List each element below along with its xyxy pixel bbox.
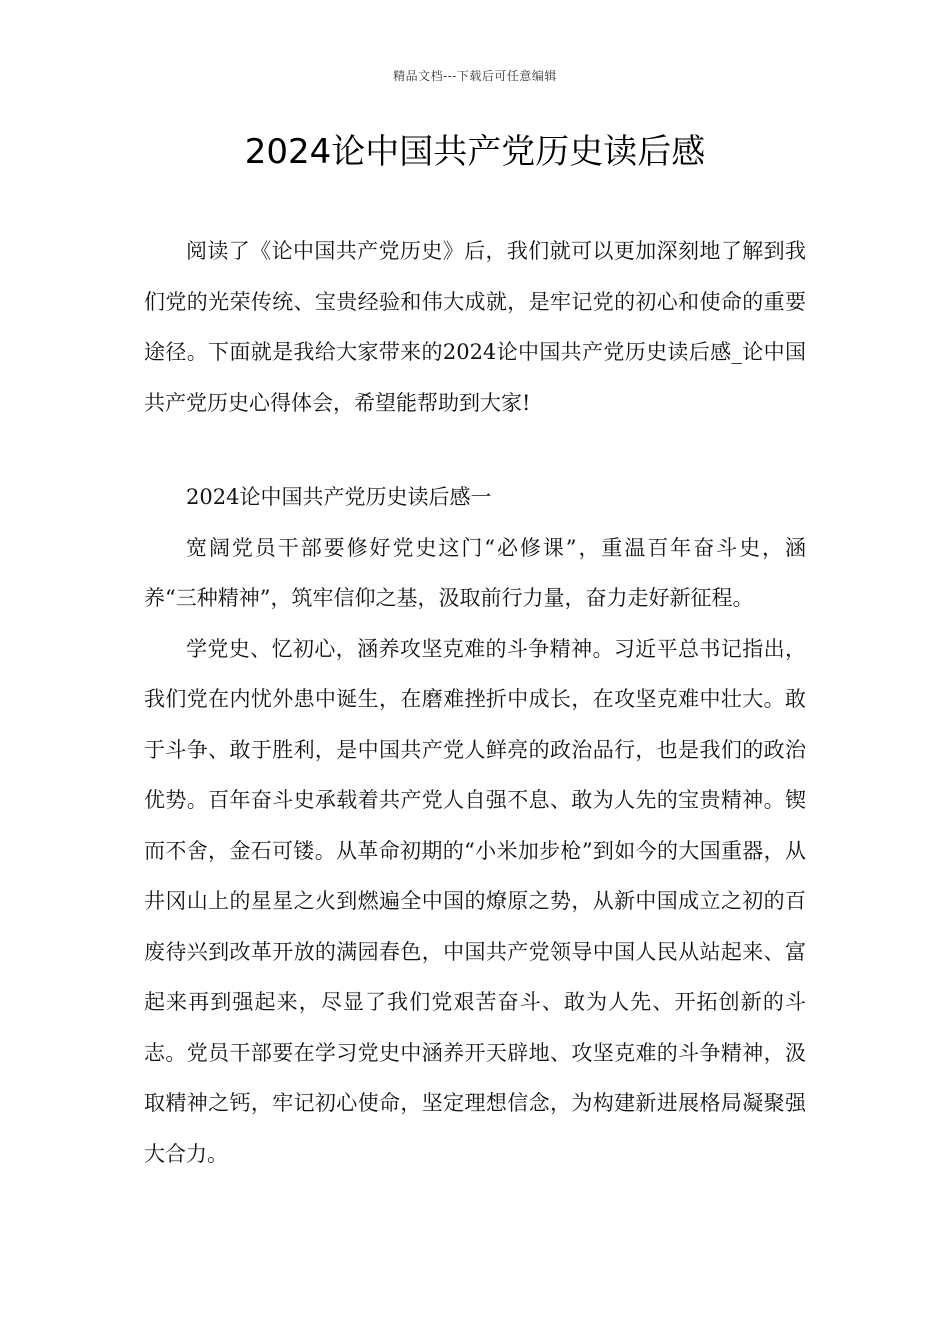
body-paragraph-2: 学党史、忆初心，涵养攻坚克难的斗争精神。习近平总书记指出，我们党在内忧外患中诞生，在磨难挫折中成长，在攻坚克难中壮大。敢于斗争、敢于胜利，是中国共产党人鲜亮的政治品行，也是我们的政治优势。百年奋斗史承载着共产党人自强不息、敢为人先的宝贵精神。锲而不舍，金石可镂。从革命初期的“小米加步枪”到如今的大国重器，从井冈山上的星星之火到燃遍全中国的燎原之势，从新中国成立之初的百废待兴到改革开放的满园春色，中国共产党领导中国人民从站起来、富起来再到强起来，尽显了我们党艰苦奋斗、敢为人先、开拓创新的斗志。党员干部要在学习党史中涵养开天辟地、攻坚克难的斗争精神，汲取精神之钙，牢记初心使命，坚定理想信念，为构建新进展格局凝聚强大合力。: [144, 636, 806, 1166]
intro-paragraph: 阅读了《论中国共产党历史》后，我们就可以更加深刻地了解到我们党的光荣传统、宝贵经验和伟大成就，是牢记党的初心和使命的重要途径。下面就是我给大家带来的2024论中国共产党历史读后感_论中国共产党历史心得体会，希望能帮助到大家!: [144, 239, 806, 415]
body-paragraph-1: 宽阔党员干部要修好党史这门“必修课”，重温百年奋斗史，涵养“三种精神”，筑牢信仰之基，汲取前行力量，奋力走好新征程。: [144, 535, 806, 610]
section-heading: 2024论中国共产党历史读后感一: [186, 485, 492, 509]
document-title: 2024论中国共产党历史读后感: [244, 132, 706, 172]
section-block: [144, 472, 806, 1179]
intro-block: [144, 226, 806, 428]
header-note: 精品文档---下载后可任意编辑: [393, 69, 557, 83]
